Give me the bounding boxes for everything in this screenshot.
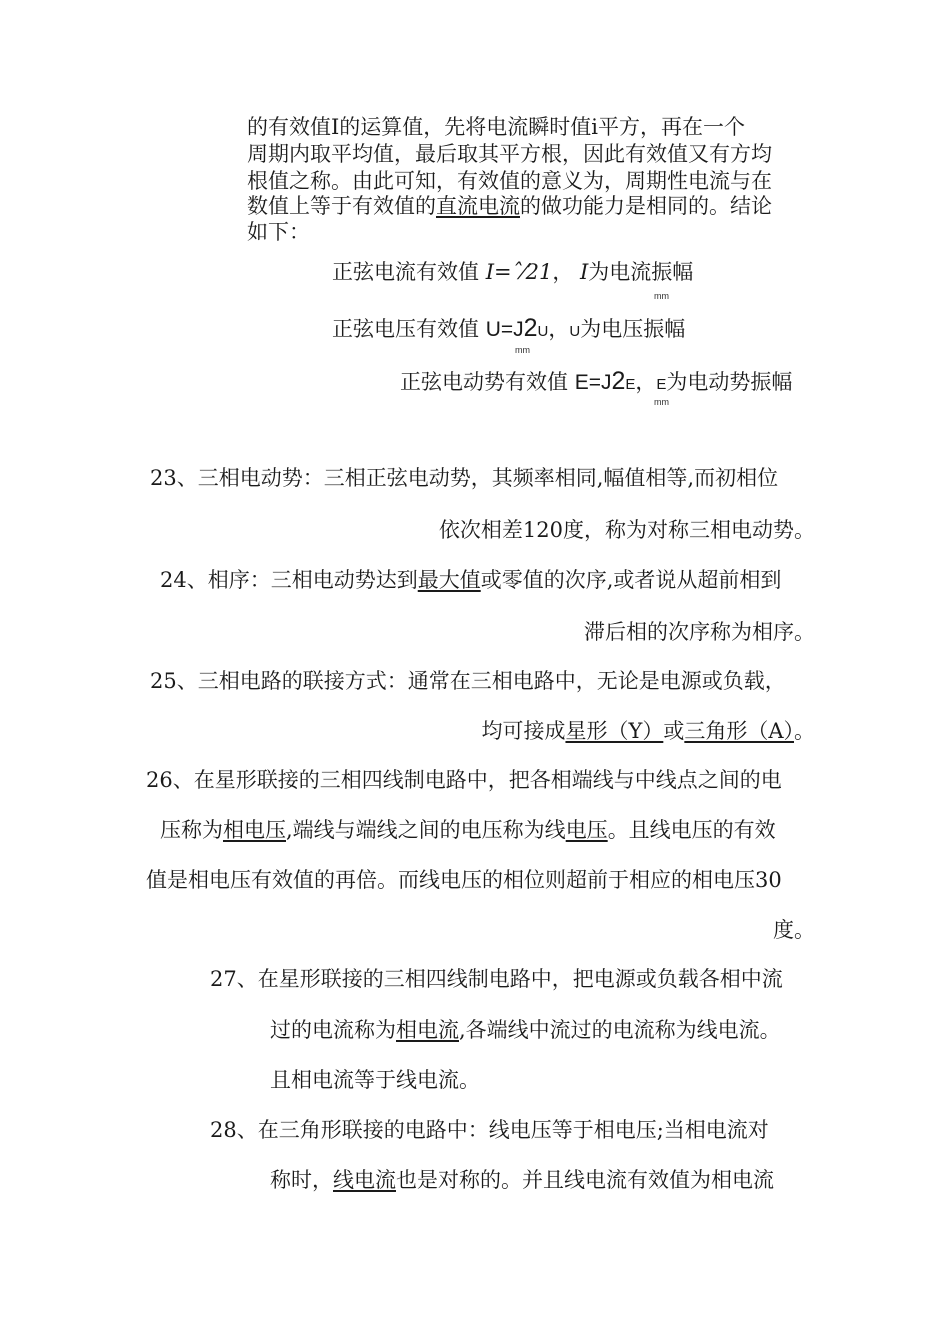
formula-voltage-label: 正弦电压有效值	[332, 317, 486, 341]
intro-line-3: 根值之称。由此可知，有效值的意义为，周期性电流与在	[247, 169, 772, 193]
item-23-line-2: 依次相差120度，称为对称三相电动势。	[438, 518, 815, 542]
formula-emf-em: E	[625, 376, 636, 393]
intro-line-1-text: 的有效值Ⅰ的运算值，先将电流瞬时值ⅰ平方，再在一个	[247, 115, 746, 139]
underlined-term-phase-voltage: 相电压	[223, 818, 286, 842]
underlined-term-delta: 三角形（A）	[684, 719, 794, 743]
formula-voltage-sqrt2: 2	[523, 314, 538, 342]
intro-line-4-b: 的做功能力是相同的。结论	[520, 194, 772, 218]
formula-voltage-var: U	[569, 323, 581, 340]
item-24-line-1-b: 或零值的次序,或者说从超前相到	[480, 568, 782, 592]
formula-voltage-desc: 为电压振幅	[580, 317, 686, 341]
item-26-line-2-b: ,端线与端线之间的电压称为线	[286, 818, 566, 842]
intro-line-4	[247, 193, 772, 219]
underlined-term-line-voltage: 电压	[565, 818, 608, 842]
underlined-term-star: 星形（Y）	[565, 719, 664, 743]
item-27-line-2-a: 过的电流称为	[270, 1018, 396, 1042]
item-27-line-3: 且相电流等于线电流。	[270, 1068, 480, 1092]
formula-emf-subscript: mm	[654, 397, 669, 407]
formula-current-label: 正弦电流有效值	[332, 260, 486, 284]
item-27-line-1: 27、在星形联接的三相四线制电路中，把电源或负载各相中流	[210, 967, 783, 991]
item-27-line-2-b: ,各端线中流过的电流称为线电流。	[459, 1018, 781, 1042]
item-28-line-2-a: 称时，	[270, 1168, 333, 1192]
item-25-line-1: 25、三相电路的联接方式：通常在三相电路中，无论是电源或负载，	[150, 669, 786, 693]
formula-voltage-expr: U=J	[485, 318, 524, 341]
underlined-term-line-current: 线电流	[333, 1168, 396, 1192]
underlined-term-dc-current: 直流电流	[436, 194, 520, 218]
item-26-line-2-c: 。且线电压的有效	[607, 818, 776, 842]
formula-voltage-um: U	[537, 323, 549, 340]
formula-emf-var: E	[656, 376, 667, 393]
item-24-line-1-a: 24、相序：三相电动势达到	[160, 568, 418, 592]
formula-current-expr: I=ˆ⁄21	[485, 260, 553, 284]
item-26-line-4: 度。	[773, 918, 815, 942]
formula-emf-sep: ，	[635, 370, 657, 394]
formula-current	[332, 259, 693, 285]
formula-emf-expr: E=J	[574, 371, 612, 394]
item-26-line-2-a: 压称为	[160, 818, 223, 842]
intro-line-4-a: 数值上等于有效值的	[247, 194, 436, 218]
item-26-line-1: 26、在星形联接的三相四线制电路中，把各相端线与中线点之间的电	[146, 768, 782, 792]
formula-emf-label: 正弦电动势有效值	[400, 370, 575, 394]
formula-voltage-subscript: mm	[515, 345, 530, 355]
item-24-line-2: 滞后相的次序称为相序。	[584, 620, 815, 644]
formula-emf	[400, 368, 792, 398]
formula-current-sep: ，	[552, 260, 580, 284]
item-28-line-2-b: 也是对称的。并且线电流有效值为相电流	[396, 1168, 774, 1192]
item-23-line-1: 23、三相电动势：三相正弦电动势，其频率相同,幅值相等,而初相位	[150, 466, 779, 490]
item-25-line-2	[481, 718, 815, 744]
item-26-line-2	[160, 817, 776, 843]
intro-line-5: 如下：	[247, 220, 310, 244]
intro-line-1	[247, 114, 745, 140]
formula-voltage	[332, 315, 685, 345]
item-26-line-3: 值是相电压有效值的再倍。而线电压的相位则超前于相应的相电压30	[146, 868, 782, 892]
formula-current-desc: 为电流振幅	[588, 260, 694, 284]
formula-emf-desc: 为电动势振幅	[666, 370, 793, 394]
formula-voltage-sep: ，	[548, 317, 570, 341]
underlined-term-phase-current: 相电流	[396, 1018, 459, 1042]
item-25-line-2-c: 。	[794, 719, 815, 743]
item-28-line-2	[270, 1167, 774, 1193]
item-28-line-1: 28、在三角形联接的电路中：线电压等于相电压;当相电流对	[210, 1118, 769, 1142]
formula-current-var: I	[580, 260, 589, 284]
formula-emf-sqrt2: 2	[611, 367, 626, 395]
item-24-line-1	[160, 567, 781, 593]
item-25-line-2-a: 均可接成	[481, 719, 566, 743]
item-27-line-2	[270, 1017, 781, 1043]
formula-current-subscript: mm	[654, 291, 669, 301]
underlined-term-max-value: 最大值	[417, 568, 481, 592]
item-25-line-2-b: 或	[663, 719, 685, 743]
intro-line-2: 周期内取平均值，最后取其平方根，因此有效值又有方均	[247, 142, 772, 166]
